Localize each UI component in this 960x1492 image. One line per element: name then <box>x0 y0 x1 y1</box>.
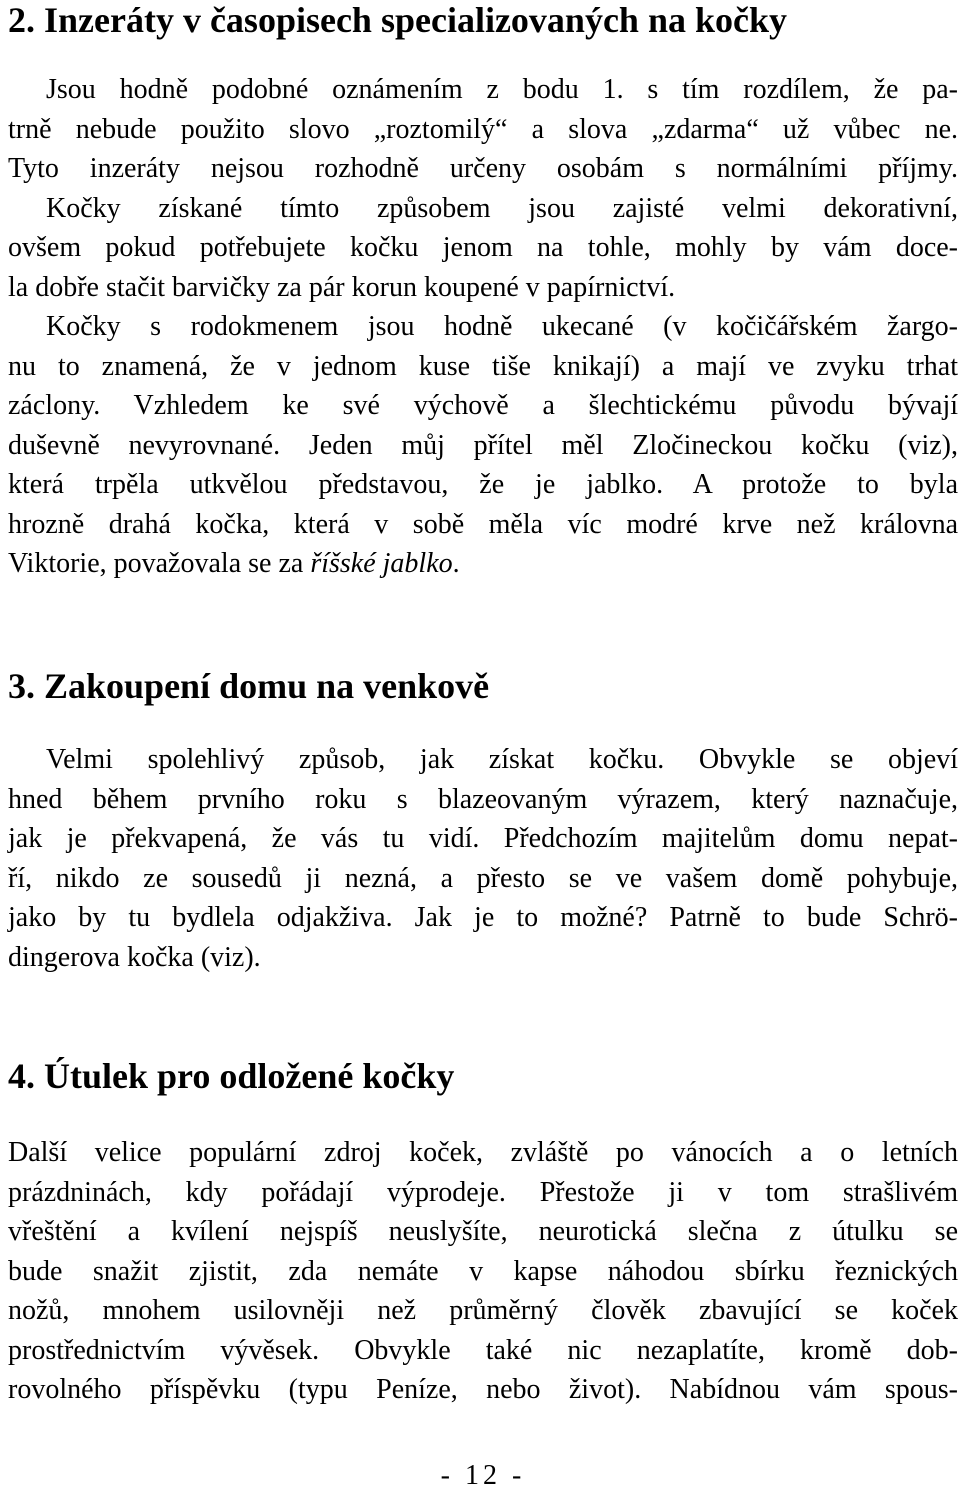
paragraph-line: Jsou hodně podobné oznámením z bodu 1. s tím rozdílem, že pa- <box>46 74 958 105</box>
paragraph-line: nožů, mnohem usilovněji než průměrný člověk zbavující se koček <box>8 1295 958 1326</box>
paragraph-line: která trpěla utkvělou představou, že je jablko. A protože to byla <box>8 469 958 500</box>
final-line-period: . <box>452 548 460 579</box>
paragraph-line: ří, nikdo ze sousedů ji nezná, a přesto se ve vašem domě pohybuje, <box>8 862 958 894</box>
paragraph-line-final <box>8 544 958 584</box>
paragraph-line: rovolného příspěvku (typu Peníze, nebo život). Nabídnou vám spous- <box>8 1374 958 1405</box>
paragraph-line: trně nebude použito slovo „roztomilý“ a slova „zdarma“ už vůbec ne. <box>8 113 958 145</box>
paragraph-line: Kočky získané tímto způsobem jsou zajisté velmi dekorativní, <box>46 192 958 224</box>
section-2-body <box>8 70 958 584</box>
paragraph-line: Další velice populární zdroj koček, zvláště po vánocích a o letních <box>8 1137 958 1168</box>
paragraph-line: Velmi spolehlivý způsob, jak získat kočku. Obvykle se objeví <box>46 744 958 775</box>
paragraph-line: Tyto inzeráty nejsou rozhodně určeny osobám s normálními příjmy. <box>8 153 958 184</box>
paragraph-line: prostřednictvím vývěsek. Obvykle také nic nezaplatíte, kromě dob- <box>8 1334 958 1366</box>
section-2-heading: 2. Inzeráty v časopisech specializovaných na kočky <box>8 0 787 40</box>
paragraph-line: la dobře stačit barvičky za pár korun koupené v papírnictví. <box>8 271 676 303</box>
paragraph-line: Kočky s rodokmenem jsou hodně ukecané (v kočičářském žargo- <box>46 311 958 342</box>
paragraph-line: hned během prvního roku s blazeovaným výrazem, který naznačuje, <box>8 783 958 815</box>
paragraph-line: jako by tu bydlela odjakživa. Jak je to možné? Patrně to bude Schrö- <box>8 902 958 933</box>
paragraph-line: vřeštění a kvílení nejspíš neuslyšíte, neurotická slečna z útulku se <box>8 1216 958 1247</box>
paragraph-line: záclony. Vzhledem ke své výchově a šlechtickému původu bývají <box>8 390 958 421</box>
page-number: - 12 - <box>440 1460 526 1491</box>
paragraph-line: hrozně drahá kočka, která v sobě měla víc modré krve než královna <box>8 508 958 540</box>
paragraph-line: prázdninách, kdy pořádají výprodeje. Přestože ji v tom strašlivém <box>8 1176 958 1208</box>
paragraph-line: nu to znamená, že v jednom kuse tiše knikají) a mají ve zvyku trhat <box>8 350 958 382</box>
section-3-body <box>8 740 958 977</box>
paragraph-line: dingerova kočka (viz). <box>8 941 261 973</box>
paragraph-line: ovšem pokud potřebujete kočku jenom na tohle, mohly by vám doce- <box>8 232 958 263</box>
section-3-heading: 3. Zakoupení domu na venkově <box>8 666 490 706</box>
section-4-heading: 4. Útulek pro odložené kočky <box>8 1056 455 1096</box>
paragraph-line: bude snažit zjistit, zda nemáte v kapse náhodou sbírku řeznických <box>8 1255 958 1287</box>
paragraph-line: jak je překvapená, že vás tu vidí. Předchozím majitelům domu nepat- <box>8 823 958 854</box>
italic-phrase: říšské jablko <box>310 548 453 579</box>
final-line-text: Viktorie, považovala se za <box>8 548 311 579</box>
paragraph-line: duševně nevyrovnané. Jeden můj přítel měl Zločineckou kočku (viz), <box>8 429 958 461</box>
section-4-body <box>8 1133 958 1410</box>
